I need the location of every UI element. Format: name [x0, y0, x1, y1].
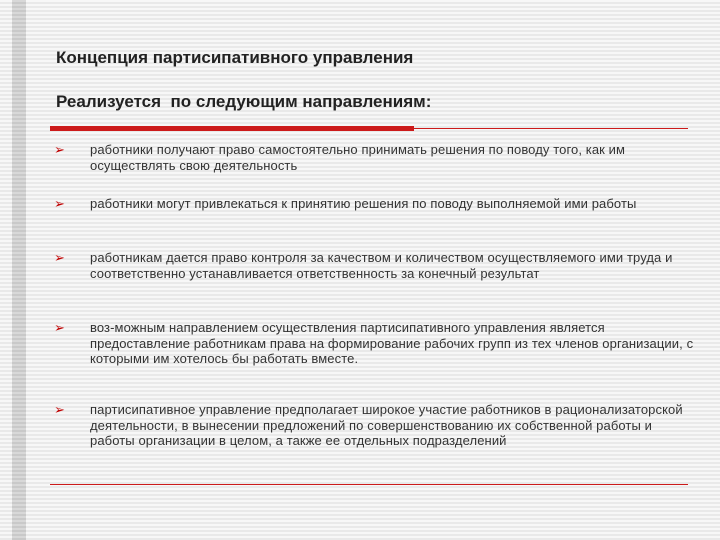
arrow-bullet-icon: ➢ — [54, 402, 65, 417]
arrow-bullet-icon: ➢ — [54, 250, 65, 265]
slide — [26, 0, 720, 540]
arrow-bullet-icon: ➢ — [54, 196, 65, 211]
bullet-text: воз-можным направлением осуществления партисипативного управления является предоставление работникам права на формирование рабочих групп из тех членов организации, с которыми им хотелось бы работать вместе. — [90, 320, 694, 366]
slide-title: Концепция партисипативного управления — [56, 48, 414, 67]
accent-bar — [50, 126, 414, 131]
slide-subtitle: Реализуется по следующим направлениям: — [56, 92, 432, 111]
accent-line — [414, 128, 688, 129]
arrow-bullet-icon: ➢ — [54, 142, 65, 157]
bottom-divider — [50, 484, 688, 485]
bullet-text: партисипативное управление предполагает широкое участие работников в рационализаторской деятельности, в вынесении предложений по совершенствованию их собственной работы и работы организации в целом, а также ее отдельных подразделений — [90, 402, 683, 448]
bullet-text: работникам дается право контроля за качеством и количеством осуществляемого ими труда и соответственно устанавливается ответственность за конечный результат — [90, 250, 673, 281]
arrow-bullet-icon: ➢ — [54, 320, 65, 335]
slide-frame-stripe — [12, 0, 26, 540]
bullet-text: работники получают право самостоятельно принимать решения по поводу того, как им осуществлять свою деятельность — [90, 142, 626, 173]
bullet-text: работники могут привлекаться к принятию решения по поводу выполняемой ими работы — [90, 196, 637, 211]
